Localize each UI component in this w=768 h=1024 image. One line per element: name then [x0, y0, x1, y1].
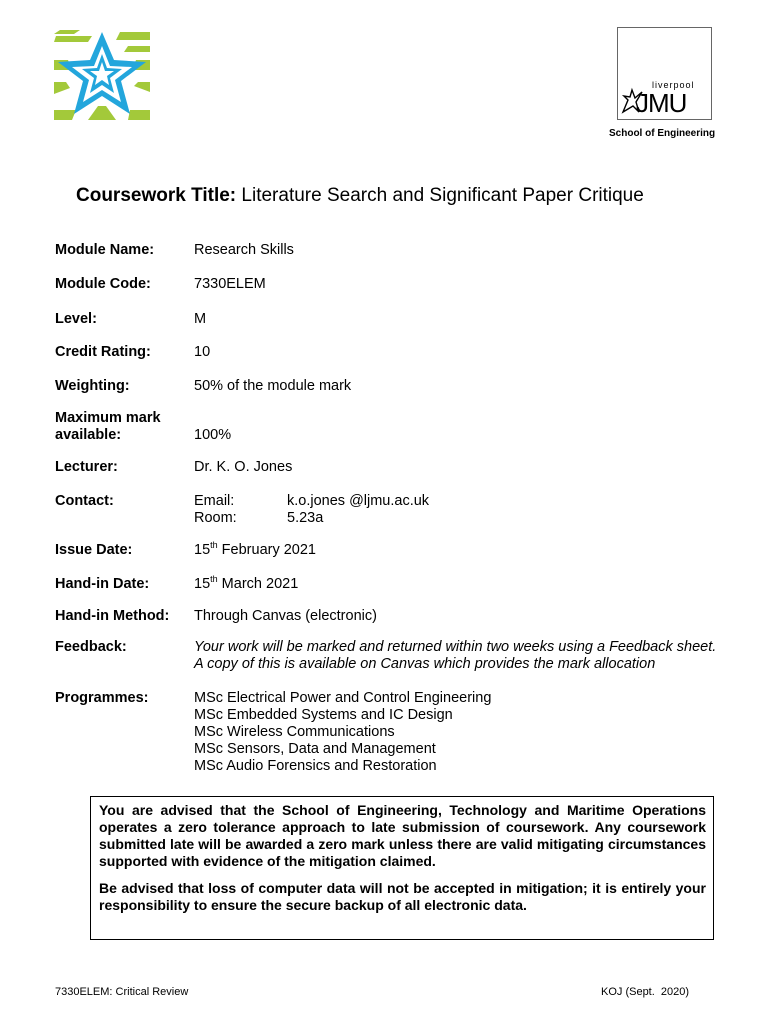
field-label: Hand-in Date:	[55, 576, 150, 592]
footer-author-ref: KOJ (Sept. 2020)	[601, 986, 690, 998]
field-label: Programmes:	[55, 690, 149, 706]
field-label: available:	[55, 427, 122, 443]
ljmu-logo	[617, 27, 712, 120]
field-label: Maximum mark	[55, 410, 161, 426]
field-label: Level:	[55, 311, 97, 327]
field-value: M	[194, 311, 207, 327]
field-value: 100%	[194, 427, 232, 443]
field-label: Module Code:	[55, 276, 151, 292]
school-name: School of Engineering	[609, 128, 716, 139]
programme-list	[194, 690, 714, 775]
field-label: Contact:	[55, 493, 114, 509]
ljmu-wordmark: JMU	[636, 88, 687, 118]
star-logo	[54, 30, 150, 120]
field-value: Through Canvas (electronic)	[194, 608, 377, 624]
field-value	[194, 576, 714, 593]
title-label: Coursework Title:	[76, 185, 237, 206]
field-label: Weighting:	[55, 378, 130, 394]
field-value: 50% of the module mark	[194, 378, 352, 394]
programme-item: MSc Electrical Power and Control Engineering	[194, 690, 492, 706]
field-label: Credit Rating:	[55, 344, 151, 360]
title-text: Literature Search and Significant Paper Critique	[241, 185, 644, 206]
field-value: 7330ELEM	[194, 276, 266, 292]
programme-item: MSc Audio Forensics and Restoration	[194, 758, 437, 774]
date-suffix: th	[210, 540, 218, 551]
notice-paragraph: You are advised that the School of Engineering, Technology and Maritime Operations operates a zero tolerance approach to late submission of coursework. Any coursework submitted late will be awarded a zero mark unless there are valid mitigating circumstances supported with evidence of the mitigation claimed.	[99, 802, 706, 869]
room-value: 5.23a	[287, 510, 324, 526]
programme-item: MSc Wireless Communications	[194, 724, 395, 740]
notice-paragraph: Be advised that loss of computer data will not be accepted in mitigation; it is entirely your responsibility to ensure the secure backup of all electronic data.	[99, 880, 706, 913]
field-label: Module Name:	[55, 242, 155, 258]
field-value: 10	[194, 344, 211, 360]
email-label: Email:	[194, 493, 235, 509]
field-label: Hand-in Method:	[55, 608, 170, 624]
field-value: Research Skills	[194, 242, 294, 258]
contact-details	[194, 493, 714, 527]
field-label: Issue Date:	[55, 542, 133, 558]
ljmu-liverpool-text: liverpool	[652, 80, 695, 90]
field-label: Feedback:	[55, 639, 127, 655]
field-label: Lecturer:	[55, 459, 118, 475]
date-suffix: th	[210, 574, 218, 585]
email-value[interactable]: k.o.jones @ljmu.ac.uk	[287, 493, 430, 509]
date-day: 15	[194, 542, 211, 558]
footer-module-ref: 7330ELEM: Critical Review	[55, 986, 189, 998]
field-value	[194, 639, 719, 673]
date-day: 15	[194, 576, 211, 592]
programme-item: MSc Embedded Systems and IC Design	[194, 707, 453, 723]
field-value	[194, 542, 714, 559]
room-label: Room:	[194, 510, 237, 526]
programme-item: MSc Sensors, Data and Management	[194, 741, 436, 757]
feedback-text: Your work will be marked and returned within two weeks using a Feedback sheet. A copy of this is available on Canvas which provides the mark allocation	[194, 639, 717, 672]
late-submission-notice	[90, 796, 714, 940]
field-value: Dr. K. O. Jones	[194, 459, 293, 475]
coursework-title	[76, 185, 644, 207]
date-rest: February 2021	[217, 542, 316, 558]
date-rest: March 2021	[217, 576, 299, 592]
